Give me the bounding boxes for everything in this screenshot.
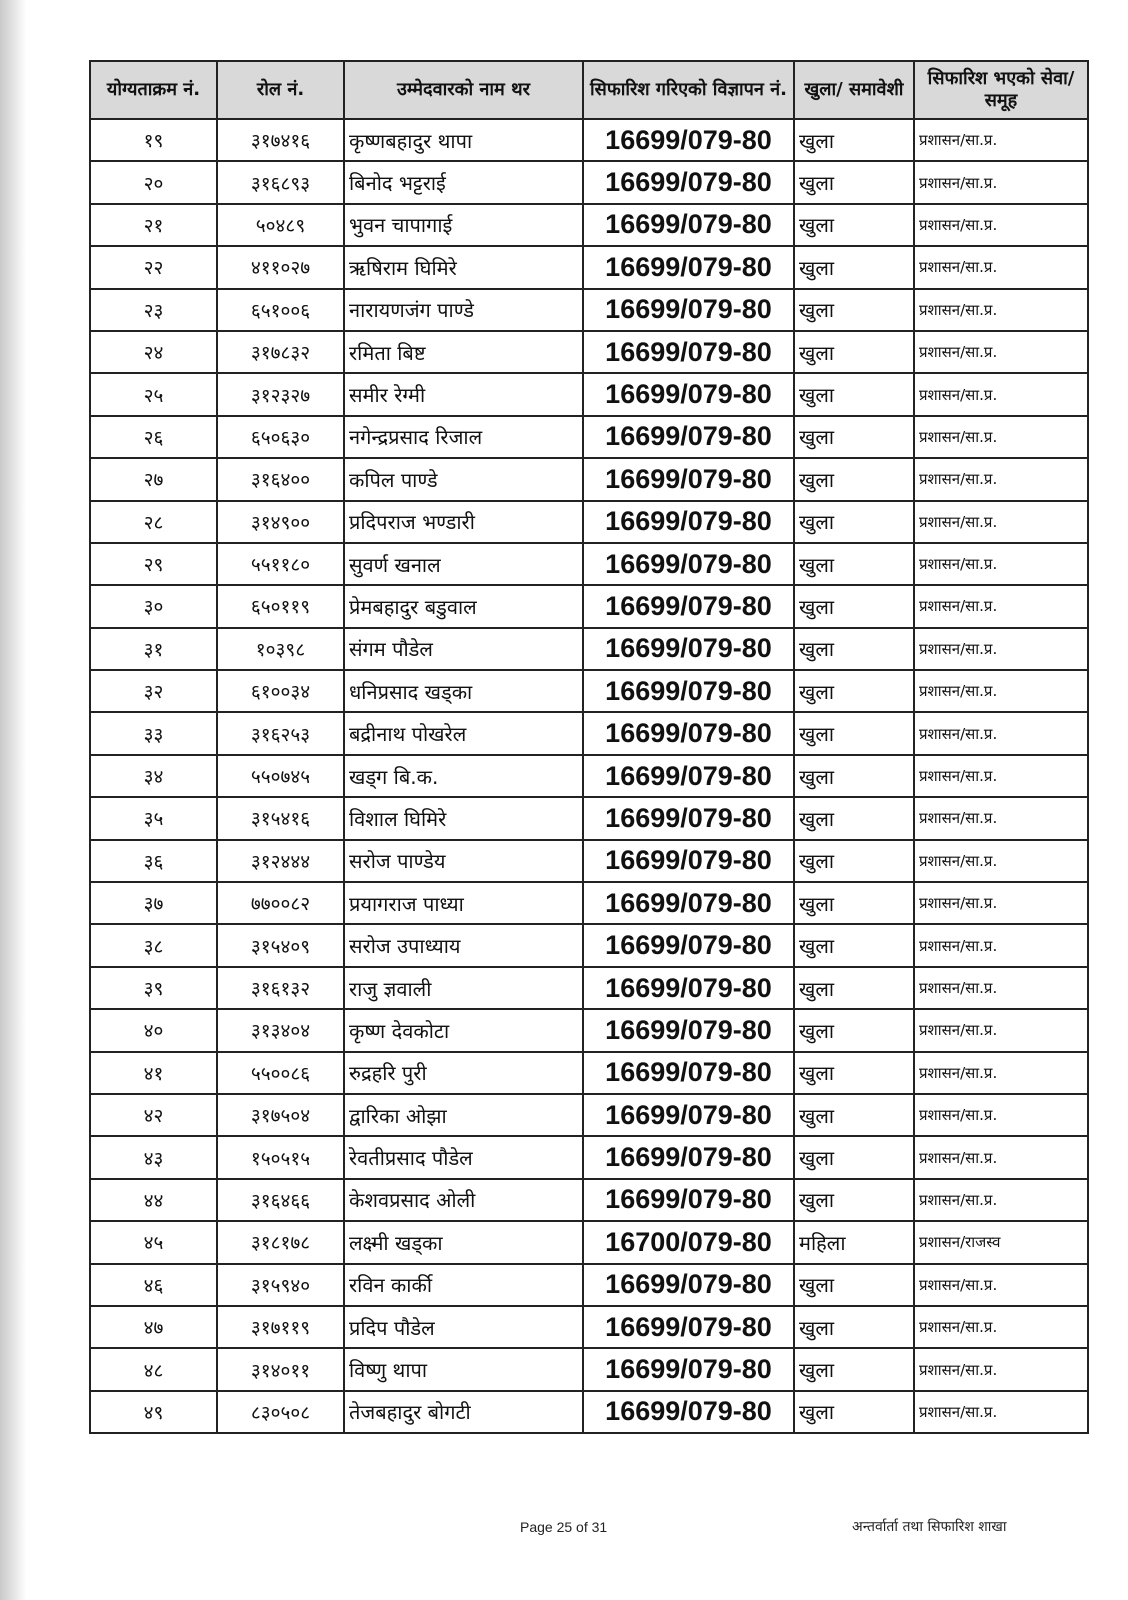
cell-advertisement: 16699/079-80 xyxy=(583,797,794,839)
cell-advertisement: 16699/079-80 xyxy=(583,1391,794,1433)
cell-service: प्रशासन/सा.प्र. xyxy=(914,204,1088,246)
cell-service: प्रशासन/सा.प्र. xyxy=(914,458,1088,500)
cell-name: कृष्ण देवकोटा xyxy=(344,1009,583,1051)
cell-advertisement: 16699/079-80 xyxy=(583,373,794,415)
table-row xyxy=(90,755,1088,797)
cell-advertisement: 16699/079-80 xyxy=(583,416,794,458)
cell-advertisement: 16699/079-80 xyxy=(583,119,794,161)
cell-name: नारायणजंग पाण्डे xyxy=(344,289,583,331)
cell-roll: ३१७५०४ xyxy=(217,1094,344,1136)
cell-category: खुला xyxy=(794,1094,914,1136)
cell-service: प्रशासन/सा.प्र. xyxy=(914,882,1088,924)
cell-category: खुला xyxy=(794,1348,914,1390)
cell-advertisement: 16699/079-80 xyxy=(583,1136,794,1178)
cell-merit: ४६ xyxy=(90,1264,217,1306)
cell-merit: ४३ xyxy=(90,1136,217,1178)
table-row xyxy=(90,1221,1088,1263)
cell-name: खड्ग बि.क. xyxy=(344,755,583,797)
cell-name: नगेन्द्रप्रसाद रिजाल xyxy=(344,416,583,458)
cell-name: विष्णु थापा xyxy=(344,1348,583,1390)
cell-service: प्रशासन/सा.प्र. xyxy=(914,585,1088,627)
table-row xyxy=(90,416,1088,458)
cell-merit: ४० xyxy=(90,1009,217,1051)
table-row xyxy=(90,161,1088,203)
cell-service: प्रशासन/सा.प्र. xyxy=(914,712,1088,754)
cell-merit: ३४ xyxy=(90,755,217,797)
cell-service: प्रशासन/सा.प्र. xyxy=(914,246,1088,288)
cell-name: सरोज पाण्डेय xyxy=(344,840,583,882)
cell-name: कपिल पाण्डे xyxy=(344,458,583,500)
cell-merit: २० xyxy=(90,161,217,203)
cell-advertisement: 16699/079-80 xyxy=(583,161,794,203)
header-service: सिफारिश भएको सेवा/समूह xyxy=(914,61,1088,119)
cell-service: प्रशासन/सा.प्र. xyxy=(914,501,1088,543)
cell-advertisement: 16699/079-80 xyxy=(583,204,794,246)
cell-service: प्रशासन/सा.प्र. xyxy=(914,416,1088,458)
table-row xyxy=(90,204,1088,246)
cell-category: खुला xyxy=(794,1264,914,1306)
header-name: उम्मेदवारको नाम थर xyxy=(344,61,583,119)
cell-merit: ३८ xyxy=(90,924,217,966)
table-row xyxy=(90,119,1088,161)
cell-roll: १५०५१५ xyxy=(217,1136,344,1178)
cell-name: बिनोद भट्टराई xyxy=(344,161,583,203)
cell-roll: ६५०११९ xyxy=(217,585,344,627)
cell-category: खुला xyxy=(794,289,914,331)
cell-roll: १०३९८ xyxy=(217,628,344,670)
cell-name: प्रेमबहादुर बडुवाल xyxy=(344,585,583,627)
cell-roll: ३१५४१६ xyxy=(217,797,344,839)
cell-advertisement: 16699/079-80 xyxy=(583,289,794,331)
cell-service: प्रशासन/सा.प्र. xyxy=(914,924,1088,966)
cell-service: प्रशासन/सा.प्र. xyxy=(914,967,1088,1009)
table-row xyxy=(90,1391,1088,1433)
cell-merit: २५ xyxy=(90,373,217,415)
cell-service: प्रशासन/सा.प्र. xyxy=(914,1136,1088,1178)
cell-category: खुला xyxy=(794,1052,914,1094)
cell-merit: ३६ xyxy=(90,840,217,882)
cell-name: द्वारिका ओझा xyxy=(344,1094,583,1136)
table-row xyxy=(90,882,1088,924)
cell-category: खुला xyxy=(794,373,914,415)
table-row xyxy=(90,967,1088,1009)
cell-merit: ४७ xyxy=(90,1306,217,1348)
cell-roll: ८३०५०८ xyxy=(217,1391,344,1433)
cell-merit: १९ xyxy=(90,119,217,161)
cell-category: महिला xyxy=(794,1221,914,1263)
cell-advertisement: 16699/079-80 xyxy=(583,1179,794,1221)
cell-category: खुला xyxy=(794,501,914,543)
header-merit: योग्यताक्रम नं. xyxy=(90,61,217,119)
cell-advertisement: 16699/079-80 xyxy=(583,1264,794,1306)
cell-roll: ६५१००६ xyxy=(217,289,344,331)
header-category: खुला/ समावेशी xyxy=(794,61,914,119)
cell-service: प्रशासन/सा.प्र. xyxy=(914,161,1088,203)
cell-service: प्रशासन/सा.प्र. xyxy=(914,1264,1088,1306)
cell-advertisement: 16699/079-80 xyxy=(583,755,794,797)
cell-roll: ३१६८९३ xyxy=(217,161,344,203)
cell-advertisement: 16699/079-80 xyxy=(583,1094,794,1136)
cell-advertisement: 16699/079-80 xyxy=(583,670,794,712)
cell-roll: ६५०६३० xyxy=(217,416,344,458)
cell-name: प्रदिपराज भण्डारी xyxy=(344,501,583,543)
cell-name: प्रयागराज पाध्या xyxy=(344,882,583,924)
cell-service: प्रशासन/राजस्व xyxy=(914,1221,1088,1263)
header-roll: रोल नं. xyxy=(217,61,344,119)
cell-name: भुवन चापागाई xyxy=(344,204,583,246)
cell-service: प्रशासन/सा.प्र. xyxy=(914,1391,1088,1433)
cell-merit: २९ xyxy=(90,543,217,585)
table-row xyxy=(90,1094,1088,1136)
cell-name: रविन कार्की xyxy=(344,1264,583,1306)
cell-merit: ३३ xyxy=(90,712,217,754)
table-row xyxy=(90,840,1088,882)
cell-merit: २८ xyxy=(90,501,217,543)
cell-advertisement: 16699/079-80 xyxy=(583,1009,794,1051)
cell-category: खुला xyxy=(794,1136,914,1178)
cell-service: प्रशासन/सा.प्र. xyxy=(914,543,1088,585)
cell-service: प्रशासन/सा.प्र. xyxy=(914,1306,1088,1348)
cell-name: रमिता बिष्ट xyxy=(344,331,583,373)
cell-name: कृष्णबहादुर थापा xyxy=(344,119,583,161)
cell-merit: ३७ xyxy=(90,882,217,924)
cell-roll: ३१५९४० xyxy=(217,1264,344,1306)
table-row xyxy=(90,1348,1088,1390)
cell-category: खुला xyxy=(794,712,914,754)
cell-merit: २३ xyxy=(90,289,217,331)
cell-roll: ४११०२७ xyxy=(217,246,344,288)
results-table-container xyxy=(89,60,1087,1434)
cell-category: खुला xyxy=(794,882,914,924)
cell-name: लक्ष्मी खड्का xyxy=(344,1221,583,1263)
cell-name: सरोज उपाध्याय xyxy=(344,924,583,966)
cell-roll: ३१४९०० xyxy=(217,501,344,543)
table-row xyxy=(90,628,1088,670)
cell-service: प्रशासन/सा.प्र. xyxy=(914,331,1088,373)
cell-roll: ३१२३२७ xyxy=(217,373,344,415)
cell-roll: ५५११८० xyxy=(217,543,344,585)
cell-advertisement: 16699/079-80 xyxy=(583,967,794,1009)
table-row xyxy=(90,1009,1088,1051)
table-row xyxy=(90,585,1088,627)
cell-advertisement: 16699/079-80 xyxy=(583,712,794,754)
cell-category: खुला xyxy=(794,161,914,203)
table-row xyxy=(90,458,1088,500)
cell-roll: ६१००३४ xyxy=(217,670,344,712)
table-row xyxy=(90,1264,1088,1306)
cell-advertisement: 16699/079-80 xyxy=(583,1052,794,1094)
cell-category: खुला xyxy=(794,924,914,966)
cell-merit: २६ xyxy=(90,416,217,458)
table-row xyxy=(90,1306,1088,1348)
table-header-row xyxy=(90,61,1088,119)
table-row xyxy=(90,501,1088,543)
results-table xyxy=(89,60,1089,1434)
table-row xyxy=(90,1179,1088,1221)
header-advertisement: सिफारिश गरिएको विज्ञापन नं. xyxy=(583,61,794,119)
cell-roll: ३१६१३२ xyxy=(217,967,344,1009)
cell-advertisement: 16699/079-80 xyxy=(583,1306,794,1348)
cell-category: खुला xyxy=(794,331,914,373)
table-row xyxy=(90,1136,1088,1178)
cell-service: प्रशासन/सा.प्र. xyxy=(914,840,1088,882)
cell-merit: २४ xyxy=(90,331,217,373)
cell-service: प्रशासन/सा.प्र. xyxy=(914,373,1088,415)
cell-name: समीर रेग्मी xyxy=(344,373,583,415)
cell-advertisement: 16699/079-80 xyxy=(583,882,794,924)
cell-name: ऋषिराम घिमिरे xyxy=(344,246,583,288)
cell-category: खुला xyxy=(794,543,914,585)
cell-category: खुला xyxy=(794,458,914,500)
cell-roll: ३१५४०९ xyxy=(217,924,344,966)
cell-category: खुला xyxy=(794,967,914,1009)
cell-roll: ३१६२५३ xyxy=(217,712,344,754)
cell-service: प्रशासन/सा.प्र. xyxy=(914,755,1088,797)
cell-name: केशवप्रसाद ओली xyxy=(344,1179,583,1221)
cell-merit: २७ xyxy=(90,458,217,500)
cell-service: प्रशासन/सा.प्र. xyxy=(914,628,1088,670)
cell-roll: ३१६४६६ xyxy=(217,1179,344,1221)
cell-advertisement: 16699/079-80 xyxy=(583,628,794,670)
cell-category: खुला xyxy=(794,1306,914,1348)
cell-advertisement: 16700/079-80 xyxy=(583,1221,794,1263)
cell-service: प्रशासन/सा.प्र. xyxy=(914,670,1088,712)
cell-advertisement: 16699/079-80 xyxy=(583,543,794,585)
cell-merit: २१ xyxy=(90,204,217,246)
cell-service: प्रशासन/सा.प्र. xyxy=(914,1052,1088,1094)
cell-name: धनिप्रसाद खड्का xyxy=(344,670,583,712)
cell-category: खुला xyxy=(794,246,914,288)
cell-service: प्रशासन/सा.प्र. xyxy=(914,1094,1088,1136)
cell-category: खुला xyxy=(794,1179,914,1221)
cell-merit: ४२ xyxy=(90,1094,217,1136)
cell-roll: ३१३४०४ xyxy=(217,1009,344,1051)
cell-name: राजु ज्ञवाली xyxy=(344,967,583,1009)
cell-merit: ३० xyxy=(90,585,217,627)
cell-roll: ५०४८९ xyxy=(217,204,344,246)
cell-category: खुला xyxy=(794,797,914,839)
cell-advertisement: 16699/079-80 xyxy=(583,585,794,627)
cell-service: प्रशासन/सा.प्र. xyxy=(914,1348,1088,1390)
cell-roll: ५५०७४५ xyxy=(217,755,344,797)
cell-category: खुला xyxy=(794,119,914,161)
department-name: अन्तर्वार्ता तथा सिफारिश शाखा xyxy=(852,1519,1007,1535)
cell-service: प्रशासन/सा.प्र. xyxy=(914,797,1088,839)
cell-service: प्रशासन/सा.प्र. xyxy=(914,1179,1088,1221)
cell-merit: ३२ xyxy=(90,670,217,712)
cell-category: खुला xyxy=(794,755,914,797)
cell-roll: ३१७४१६ xyxy=(217,119,344,161)
cell-advertisement: 16699/079-80 xyxy=(583,458,794,500)
cell-merit: ४५ xyxy=(90,1221,217,1263)
cell-name: संगम पौडेल xyxy=(344,628,583,670)
cell-service: प्रशासन/सा.प्र. xyxy=(914,289,1088,331)
page-number: Page 25 of 31 xyxy=(520,1519,608,1535)
cell-roll: ५५००८६ xyxy=(217,1052,344,1094)
cell-advertisement: 16699/079-80 xyxy=(583,501,794,543)
cell-merit: ४४ xyxy=(90,1179,217,1221)
cell-merit: ३१ xyxy=(90,628,217,670)
cell-advertisement: 16699/079-80 xyxy=(583,246,794,288)
cell-category: खुला xyxy=(794,204,914,246)
cell-name: रुद्रहरि पुरी xyxy=(344,1052,583,1094)
table-row xyxy=(90,712,1088,754)
cell-roll: ३१६४०० xyxy=(217,458,344,500)
cell-category: खुला xyxy=(794,1009,914,1051)
cell-merit: ४८ xyxy=(90,1348,217,1390)
cell-name: तेजबहादुर बोगटी xyxy=(344,1391,583,1433)
table-row xyxy=(90,289,1088,331)
table-row xyxy=(90,331,1088,373)
cell-advertisement: 16699/079-80 xyxy=(583,1348,794,1390)
page-edge-shadow xyxy=(0,0,26,1600)
cell-category: खुला xyxy=(794,1391,914,1433)
cell-category: खुला xyxy=(794,416,914,458)
table-row xyxy=(90,1052,1088,1094)
cell-category: खुला xyxy=(794,840,914,882)
cell-advertisement: 16699/079-80 xyxy=(583,924,794,966)
cell-merit: ३५ xyxy=(90,797,217,839)
cell-merit: ४१ xyxy=(90,1052,217,1094)
table-row xyxy=(90,373,1088,415)
cell-advertisement: 16699/079-80 xyxy=(583,331,794,373)
cell-category: खुला xyxy=(794,628,914,670)
cell-roll: ३१८१७८ xyxy=(217,1221,344,1263)
table-row xyxy=(90,924,1088,966)
cell-name: विशाल घिमिरे xyxy=(344,797,583,839)
cell-roll: ३१२४४४ xyxy=(217,840,344,882)
table-row xyxy=(90,797,1088,839)
cell-service: प्रशासन/सा.प्र. xyxy=(914,119,1088,161)
cell-roll: ३१७११९ xyxy=(217,1306,344,1348)
cell-merit: ३९ xyxy=(90,967,217,1009)
cell-name: सुवर्ण खनाल xyxy=(344,543,583,585)
cell-name: रेवतीप्रसाद पौडेल xyxy=(344,1136,583,1178)
cell-roll: ३१४०११ xyxy=(217,1348,344,1390)
cell-roll: ७७००८२ xyxy=(217,882,344,924)
cell-category: खुला xyxy=(794,670,914,712)
cell-merit: २२ xyxy=(90,246,217,288)
cell-merit: ४९ xyxy=(90,1391,217,1433)
cell-name: बद्रीनाथ पोखरेल xyxy=(344,712,583,754)
cell-service: प्रशासन/सा.प्र. xyxy=(914,1009,1088,1051)
table-row xyxy=(90,670,1088,712)
table-row xyxy=(90,543,1088,585)
cell-roll: ३१७८३२ xyxy=(217,331,344,373)
cell-advertisement: 16699/079-80 xyxy=(583,840,794,882)
table-row xyxy=(90,246,1088,288)
cell-name: प्रदिप पौडेल xyxy=(344,1306,583,1348)
cell-category: खुला xyxy=(794,585,914,627)
